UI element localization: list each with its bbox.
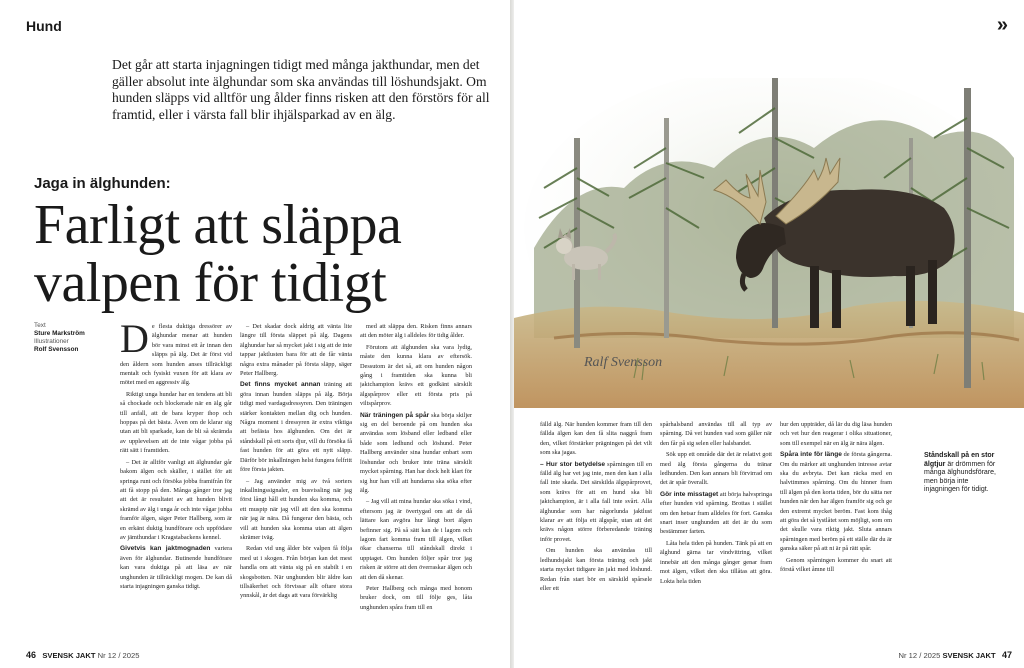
body-column-5 [660,420,772,642]
right-page [514,0,1024,668]
folio-left [26,650,139,660]
kicker: Jaga in älghunden: [34,175,171,192]
body-paragraph: – Jag använder mig av två sorters inkallningssignaler, en busvissling när jag först långt håll ett hunden ska komma, och ett muspip när jag vill att den ska komma när jag är nära. Då fungerar den bästa, och vill att hunden ska komma utan att älgen skrämer iväg. [240,477,352,541]
body-column-4 [540,420,652,642]
caption-lead: Ståndskall på en stor älgtjur [924,452,995,468]
headline-line-1: Farligt att släppa [34,194,402,256]
body-paragraph: Spåra inte för länge de första gångerna. Om du märker att unghunden intresse avtar ska du avbryta. Det kan räcka med en halvtimmes spårning. Om du hinner fram till älgen på den korta tiden, bör du sätta ner hunden när den har älgen framför sig och ge den extremt mycket beröm. Fast kom ihåg att göra det så tystlåtet som möjligt, som om det skulle vara riktig jakt. Sluta annars spårningen med beröm på ett ställe där du är ganska säker på att ni är på rätt spår. [780,451,892,553]
body-paragraph: Givetvis kan jaktmognaden variera även för älghundar. Butinende hundförare kan vara duktiga på att läsa av när unghunden är tillräckligt mogen. De kan då starta injagningen ganska tidigt. [120,545,232,590]
subheading: När träningen på spår [360,411,430,419]
magazine-name: SVENSK JAKT [942,651,996,660]
moose-illustration [514,78,1024,408]
artist-signature: Ralf Svensson [584,355,663,370]
page-number: 47 [1001,650,1012,660]
body-paragraph: hur den uppträder, då lär du dig läsa hunden och vet hur den reagerar i olika situationer, som till exempel när en älg är nära älgen. [780,421,892,447]
author-name: Sture Markström [34,330,85,337]
body-paragraph: spårhalsband användas till all typ av spårning. Då vet hunden vad som gäller när den får på sig selen eller halsbandet. [660,421,772,447]
byline [34,322,108,354]
body-paragraph: Förutom att älghunden ska vara lydig, måste den kunna klara av eftersök. Dessutom är det så, att om hunden någon gång i framtiden ska kunna bli jaktchampion krävs ett godkänt särskilt älgspårprov eller ett första pris på viltspårprov. [360,343,472,408]
folio-right [899,650,1012,660]
lead-paragraph: Det går att starta injagningen tidigt med många jakthundar, men det gäller absolut inte älghundar som ska användas till löshundsjakt. Om hunden släpps vid alltför ung ålder finns risken att den förstörs för all framtid, eller i värsta fall blir ihjälsparkad av en älg. [112,57,490,122]
body-paragraph: fälld älg. När hunden kommer fram till den fällda älgen kan den få slita naggrå fram den, vilket förstärker prägningen på det vilt som ska jagas. [540,421,652,457]
subheading: Gör inte misstaget [660,490,719,498]
body-column-1 [120,322,232,642]
illustration-label: Illustrationer [34,338,69,345]
body-paragraph: Sök upp ett område där det är relativt gott med älg första gångerna du tränar ledhunden. Den kan annars bli förvirrad om det är spår överallt. [660,451,772,487]
caption-text: är drömmen för många älghundsförare, men börja inte injagningen för tidigt. [924,460,996,494]
body-paragraph: Gör inte misstaget att börja halvspringa efter hunden vid spårning. Brottas i stället om den hetsar fram alldeles för fort. Ganska snart inser unghunden att det är du som bestämmer farten. [660,490,772,536]
headline [34,196,504,312]
headline-line-2: valpen för tidigt [34,252,387,314]
subheading: Det finns mycket annan [240,381,321,389]
body-paragraph: – Hur stor betydelse spårningen till en fälld älg har vet jag inte, men den kan i alla fall inte skada. Det särskilda älgspårprovet, som krävs för att en hund ska bli jaktchampion, är i alla fall inte svårt. Alla älghundar som har någorlunda jaktlust klarar av att följa ett älgspår, utan att det krävs någon större förberedande träning inför provet. [540,460,652,543]
body-paragraph: Genom spårningen kommer du snart att förstå vilket åmne till [780,556,892,574]
magazine-name: SVENSK JAKT [42,651,96,660]
issue-label: Nr 12 / 2025 [898,651,941,660]
body-paragraph: – Det är alltför vanligt att älghundar går bakom älgen och skäller, i stället för att springa runt och försöka jobba framifrån för att få stopp på den. Många gånger tror jag att det är resultatet av att hunden blivit skrämd av älg i unga år och inte vågar jobba framför älgen, säger Peter Hallberg, som är en erkänt duktig hundförare och uppfödare av jämthundar i Kragstabackens kennel. [120,458,232,541]
left-page [0,0,510,668]
body-paragraph: När träningen på spår ska börja skiljer sig en del beroende på om hunden ska användas som lösband eller ledband eller både som ledhund och löshund. Peter Hallberg använder sina hundar enbart som löshundar och bruker inte träna särskilt mycket spårning. Han har dock helt klart för sig hur han vill att hundarna ska söka efter älg. [360,411,472,494]
body-paragraph: Riktigt unga hundar har en tendens att bli så chockade och blockerade när en älg går till anfall, att de bara kryper ihop och hoppas på det bästa. Även om de klarar sig utan att bli sparkade, kan de bli så skrämda av upplevelsen att de inte vågar jobba på rätt sätt i framtiden. [120,390,232,455]
next-chevron-icon: » [996,14,1008,36]
body-column-6 [780,420,892,642]
drop-cap: D [120,322,149,361]
subheading: Spåra inte för länge [780,451,842,459]
body-paragraph: Det finns mycket annan träning att göra innan hunden släpps på älg. Börja tidigt med vardagsdressyren. Den träningen stärker kontakten mellan dig och hunden. Några moment i dressyren är extra viktiga att befästa hos älghunden. Om det är ståndskall på ett sorts djur, vill du försöka få fast hunden för att göra ett nytt släpp. Därför bör inkallningen helst fungera felfritt före första jakten. [240,381,352,474]
body-paragraph: De flesta duktiga dressörer av älghundar menar att hunden bör vara minst ett år innan den släpps på älg. Det är först vid den åldern som hunden anses tillräckligt mentalt och fysiskt vuxen för att klara av mötet med en aggressiv älg. [120,322,232,387]
body-paragraph: – Det skadar dock aldrig att vänta lite längre till första släppet på älg. Dagens älghundar har så mycket jakt i sig att de inte tappar jaktlusten bara för att de får vänta några extra månader på första släpp, säger Peter Hallberg. [240,323,352,378]
issue-label: Nr 12 / 2025 [97,651,140,660]
subheading: – Hur stor betydelse [540,460,606,468]
body-column-2 [240,322,352,642]
subheading: Givetvis kan jaktmognaden [120,545,211,553]
body-paragraph: – Jag vill att mina hundar ska söka i vind, eftersom jag är övertygad om att de då lättare kan avgöra hur långt bort älgen befinner sig. På så sätt kan de i lagom och lagom fart komma fram till älgen, vilket ökar chanserna till ståndskall direkt i upptaget. Om hunden följer spår tror jag risken är större att den överraskar älgen och att den då skenar. [360,498,472,581]
page-number: 46 [26,650,37,660]
section-label: Hund [26,18,62,34]
image-caption [924,452,1004,495]
body-paragraph: Redan vid ung ålder bör valpen få följa med ut i skogen. Från början kan det mest handla om att vänta sig på en stabilt i en skogsbotten. När unghunden blir äldre kan tillsäkerhet och förvissar allt oftare stora ynnskål, är det dags att vara förvärklig [240,545,352,600]
illustrator-name: Rolf Svensson [34,346,79,353]
body-paragraph: Peter Hallberg och många med honom bruker dock, om till följe ges, låta unghunden spåra fram till en [360,584,472,611]
body-column-3 [360,322,472,642]
body-paragraph: Om hunden ska användas till ledhundsjakt kan första träning och jakt starta mycket tidigare än jakt med löshund. Redan från start bör en särskild spårsele eller ett [540,547,652,592]
body-paragraph: Låta hela tiden på hunden. Tänk på att en älghund gärna tar vindvittring, vilket innebär att den många gånger genar fram mot älgen, vilket den ska tillåtas att göra. Lokta hela tiden [660,539,772,585]
text-label: Text [34,322,46,329]
body-paragraph: med att släppa den. Risken finns annars att den möter älg i alldeles för tidig ålder. [360,323,472,340]
